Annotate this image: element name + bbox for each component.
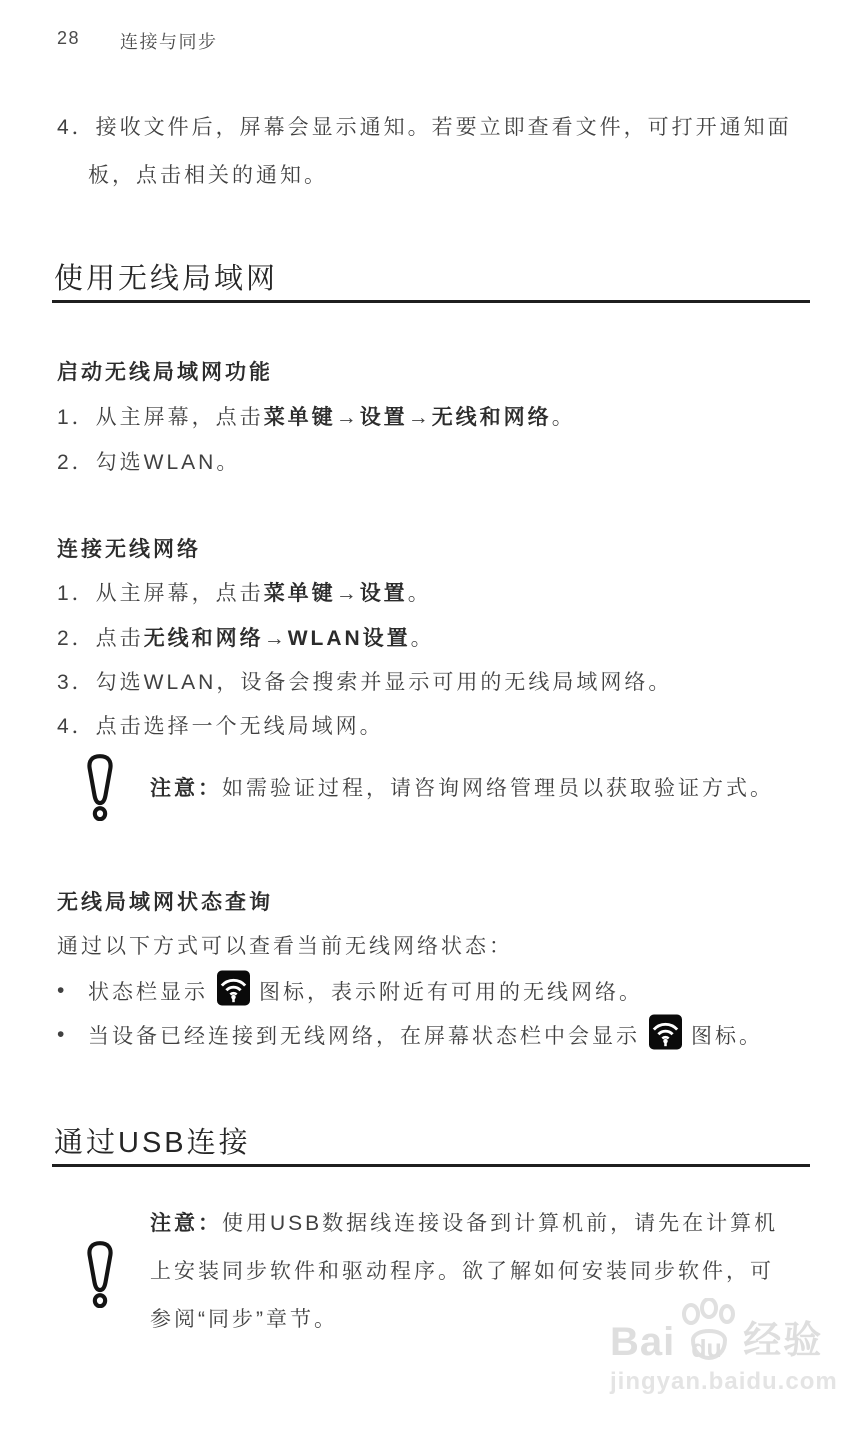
- note-usb-line-2: 上安装同步软件和驱动程序。欲了解如何安装同步软件，可: [150, 1260, 774, 1283]
- connect-step-4: [57, 710, 384, 740]
- text-segment: 设置: [359, 582, 408, 605]
- text-segment: 。: [551, 406, 576, 429]
- bullet-1-pre: 状态栏显示: [88, 981, 208, 1004]
- page-number: 28: [57, 28, 81, 48]
- watermark-du-text: du: [691, 1335, 722, 1363]
- connect-step-1: [57, 577, 432, 607]
- text-segment: 1．从主屏幕，点击: [57, 406, 264, 429]
- text-segment: 2．点击: [57, 627, 144, 650]
- text-segment: 2．勾选WLAN。: [57, 451, 241, 474]
- watermark-jingyan-text: 经验: [743, 1320, 824, 1362]
- note-usb-line-1: [150, 1200, 778, 1248]
- note-prefix: 注意：: [150, 1212, 222, 1235]
- intro-step-line-2: 板，点击相关的通知。: [88, 164, 328, 187]
- text-segment: 3．勾选WLAN，设备会搜索并显示可用的无线局域网络。: [57, 671, 673, 694]
- status-bullet-1: [57, 973, 643, 1009]
- text-segment: 4．点击选择一个无线局域网。: [57, 715, 384, 738]
- text-segment: →: [335, 582, 360, 605]
- note-usb-line-1-text: 使用USB数据线连接设备到计算机前，请先在计算机: [222, 1212, 779, 1235]
- text-segment: 无线和网络: [431, 406, 552, 429]
- chapter-title: 连接与同步: [120, 32, 218, 52]
- section-title-usb: 通过USB连接: [54, 1127, 251, 1159]
- bullet-2-post: 图标。: [691, 1025, 763, 1048]
- connect-step-2: [57, 622, 435, 652]
- watermark-url: jingyan.baidu.com: [610, 1368, 838, 1395]
- status-bullet-2: [57, 1017, 763, 1053]
- connect-step-3: [57, 666, 672, 696]
- enable-step-2: [57, 446, 240, 476]
- text-segment: 菜单键: [263, 406, 336, 429]
- watermark-bai-text: Bai: [610, 1320, 676, 1364]
- bullet-1-post: 图标，表示附近有可用的无线网络。: [259, 981, 643, 1004]
- text-segment: →: [407, 406, 432, 429]
- text-segment: 。: [410, 627, 435, 650]
- baidu-jingyan-watermark: [610, 1298, 838, 1396]
- text-segment: 菜单键: [263, 582, 336, 605]
- note-prefix: 注意：: [150, 777, 222, 800]
- note-usb-line-3: 参阅“同步”章节。: [150, 1308, 338, 1331]
- text-segment: 1．从主屏幕，点击: [57, 582, 264, 605]
- note-body: 如需验证过程，请咨询网络管理员以获取验证方式。: [222, 777, 774, 800]
- text-segment: 设置: [359, 406, 408, 429]
- status-intro: 通过以下方式可以查看当前无线网络状态：: [57, 935, 513, 958]
- section-divider: [52, 1164, 810, 1167]
- text-segment: WLAN设置: [287, 627, 411, 650]
- text-segment: 无线和网络: [143, 627, 264, 650]
- bullet-marker: •: [57, 1023, 65, 1046]
- intro-step-4: [57, 104, 792, 200]
- intro-step-line-1: 4．接收文件后，屏幕会显示通知。若要立即查看文件，可打开通知面: [57, 116, 792, 139]
- section-divider: [52, 300, 810, 303]
- note-wlan-auth: [150, 772, 774, 802]
- subsection-enable-wlan-title: 启动无线局域网功能: [57, 361, 273, 384]
- bullet-marker: •: [57, 979, 65, 1002]
- text-segment: →: [335, 406, 360, 429]
- text-segment: 。: [407, 582, 432, 605]
- wifi-available-icon: [217, 970, 250, 1012]
- bullet-2-pre: 当设备已经连接到无线网络，在屏幕状态栏中会显示: [88, 1025, 640, 1048]
- subsection-connect-wlan-title: 连接无线网络: [57, 538, 201, 561]
- exclamation-note-icon: [84, 753, 116, 826]
- wifi-connected-icon: [649, 1014, 682, 1056]
- section-title-wlan: 使用无线局域网: [54, 263, 279, 295]
- exclamation-note-icon: [84, 1240, 116, 1313]
- enable-step-1: [57, 401, 576, 431]
- baidu-paw-icon: [677, 1298, 741, 1362]
- watermark-logo: [610, 1298, 838, 1362]
- subsection-status-title: 无线局域网状态查询: [57, 891, 273, 914]
- text-segment: →: [263, 627, 288, 650]
